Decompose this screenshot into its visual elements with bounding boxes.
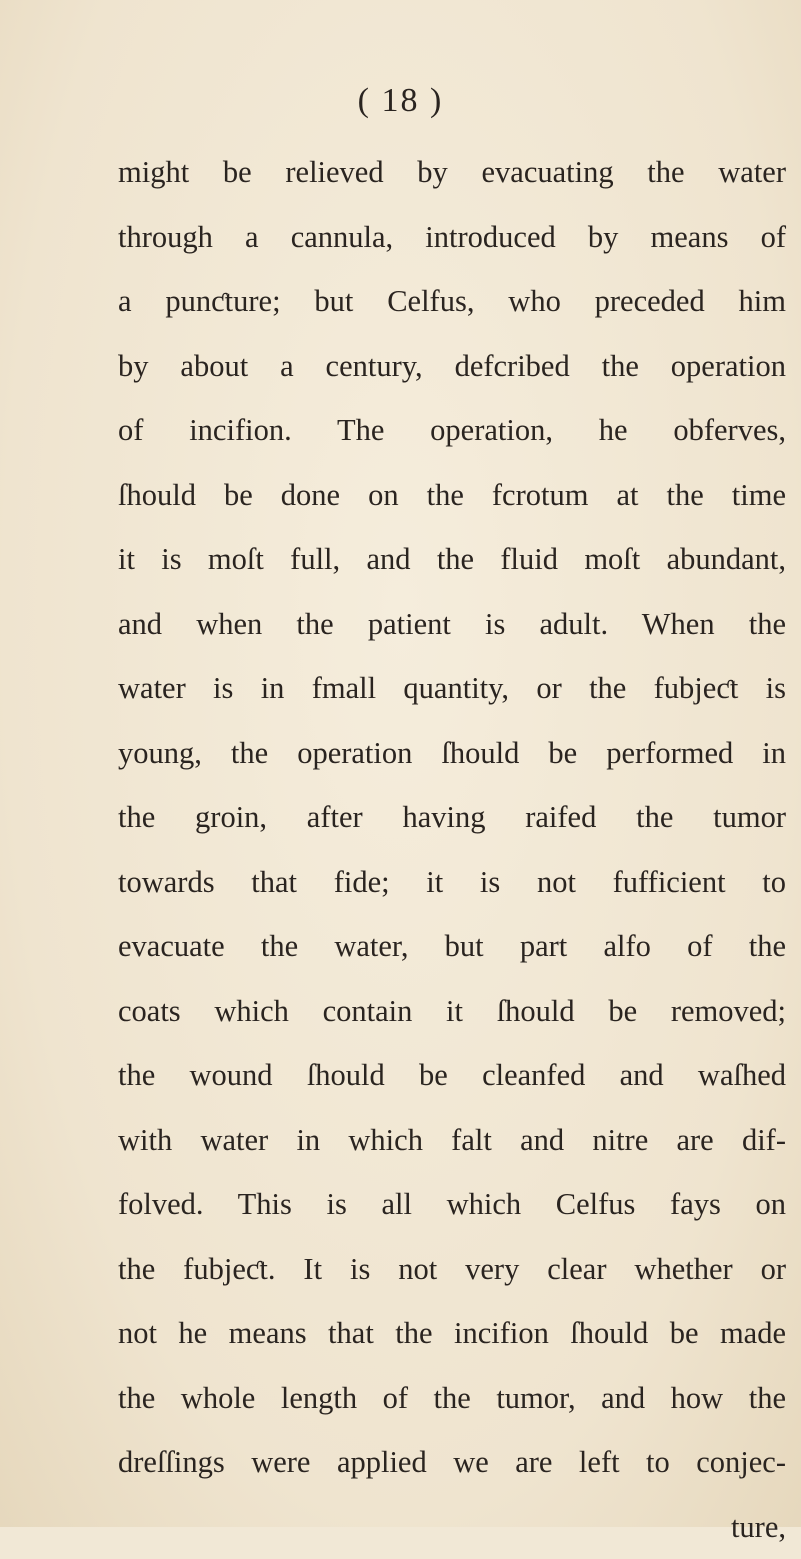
text-line: a punƈture; but Celfus, who preceded him [118,269,786,334]
text-line: might be relieved by evacuating the water [118,140,786,205]
text-line: young, the operation ſhould be performed in [118,721,786,786]
text-line: the whole length of the tumor, and how the [118,1366,786,1431]
text-line: through a cannula, introduced by means of [118,205,786,270]
text-line: dreſſings were applied we are left to conjec- [118,1430,786,1495]
text-line: water is in fmall quantity, or the fubjeƈt is [118,656,786,721]
text-line: towards that fide; it is not fufficient to [118,850,786,915]
catchword: ture, [118,1495,786,1559]
body-text [118,140,786,1559]
text-line: evacuate the water, but part alfo of the [118,914,786,979]
page-number: ( 18 ) [0,82,801,120]
text-line: not he means that the incifion ſhould be made [118,1301,786,1366]
text-line: ſhould be done on the fcrotum at the time [118,463,786,528]
text-line: the fubjeƈt. It is not very clear whether or [118,1237,786,1302]
text-line: coats which contain it ſhould be removed; [118,979,786,1044]
text-line: it is moſt full, and the fluid moſt abundant, [118,527,786,592]
text-line: the wound ſhould be cleanfed and waſhed [118,1043,786,1108]
text-line: of incifion. The operation, he obferves, [118,398,786,463]
text-line: folved. This is all which Celfus fays on [118,1172,786,1237]
text-line: by about a century, defcribed the operation [118,334,786,399]
text-line: with water in which falt and nitre are dif- [118,1108,786,1173]
text-line: and when the patient is adult. When the [118,592,786,657]
text-line: the groin, after having raifed the tumor [118,785,786,850]
